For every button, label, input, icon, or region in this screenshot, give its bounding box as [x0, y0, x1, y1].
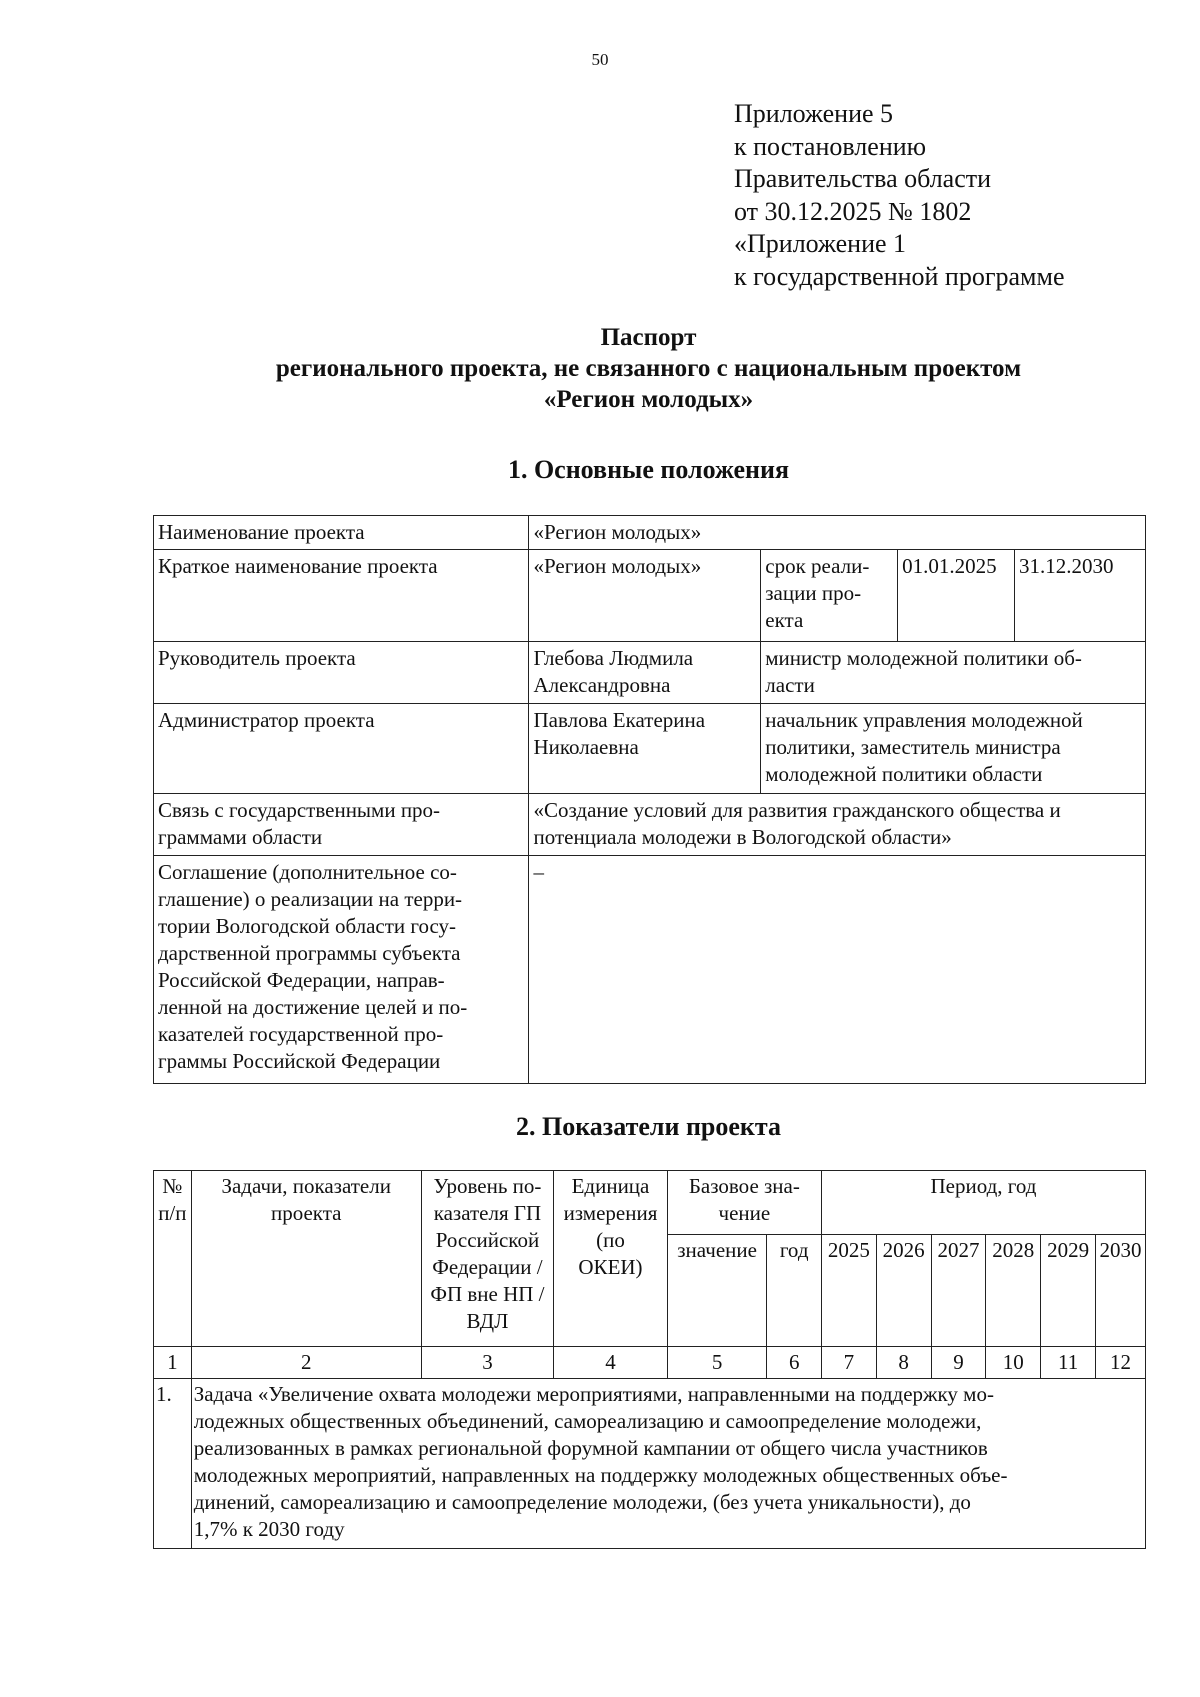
cell-head-position: министр молодежной политики об- ласти	[761, 642, 1146, 704]
appendix-line: Правительства области	[734, 164, 992, 193]
header-year: 2025	[821, 1235, 876, 1347]
indicators-table	[153, 1170, 1146, 1549]
header-year: 2030	[1096, 1235, 1146, 1347]
column-number: 3	[421, 1347, 553, 1379]
column-number: 8	[876, 1347, 931, 1379]
column-number: 6	[767, 1347, 822, 1379]
header-base-value: значение	[667, 1235, 767, 1347]
header-year: 2029	[1041, 1235, 1096, 1347]
header-base: Базовое зна- чение	[667, 1171, 821, 1235]
document-title	[0, 322, 1200, 415]
cell-term-end: 31.12.2030	[1015, 550, 1146, 642]
cell-name-value: «Регион молодых»	[529, 516, 1146, 550]
title-line: регионального проекта, не связанного с национальным проектом	[275, 355, 1022, 382]
section2-heading: 2. Показатели проекта	[515, 1112, 781, 1141]
task-row-num: 1.	[154, 1379, 192, 1549]
cell-agreement-value: –	[529, 856, 1146, 1084]
appendix-line: «Приложение 1	[734, 229, 907, 258]
cell-link-label: Связь с государственными про- граммами области	[154, 794, 529, 856]
cell-name-label: Наименование проекта	[154, 516, 529, 550]
column-number: 4	[554, 1347, 668, 1379]
cell-admin-name: Павлова Екатерина Николаевна	[529, 704, 761, 794]
task-row-text: Задача «Увеличение охвата молодежи мероприятиями, направленными на поддержку мо- лодежных общественных объединений, самореализацию и самоопределение молодежи, реализованных в рамках региональной форумной кампании от общего числа участников молодежных мероприятий, направленных на поддержку молодежных общественных объе- динений, самореализацию и самоопределение молодежи, (без учета уникальности), до 1,7% к 2030 году	[191, 1379, 1145, 1549]
column-number: 9	[931, 1347, 986, 1379]
header-year: 2026	[876, 1235, 931, 1347]
page-number: 50	[591, 50, 609, 69]
cell-head-label: Руководитель проекта	[154, 642, 529, 704]
appendix-line: Приложение 5	[734, 99, 894, 128]
cell-term-label: срок реали- зации про- екта	[761, 550, 898, 642]
title-line: «Регион молодых»	[543, 386, 754, 413]
column-number: 5	[667, 1347, 767, 1379]
header-tasks: Задачи, показатели проекта	[191, 1171, 421, 1347]
cell-short-value: «Регион молодых»	[529, 550, 761, 642]
title-line: Паспорт	[600, 324, 697, 351]
appendix-line: к государственной программе	[734, 261, 1065, 291]
cell-agreement-label: Соглашение (дополнительное со- глашение) о реализации на терри- тории Вологодской области госу- дарственной программы субъекта Российской Федерации, направ- ленной на достижение целей и по- казателей государственной про- граммы Российской Федерации	[154, 856, 529, 1084]
section1-heading: 1. Основные положения	[507, 455, 790, 484]
column-number: 1	[154, 1347, 192, 1379]
cell-link-value: «Создание условий для развития гражданского общества и потенциала молодежи в Вологодской области»	[529, 794, 1146, 856]
header-unit: Единица измерения (по ОКЕИ)	[554, 1171, 668, 1347]
header-year: 2028	[986, 1235, 1041, 1347]
header-period: Период, год	[821, 1171, 1145, 1235]
column-number: 7	[821, 1347, 876, 1379]
header-year: 2027	[931, 1235, 986, 1347]
column-number: 10	[986, 1347, 1041, 1379]
cell-admin-label: Администратор проекта	[154, 704, 529, 794]
cell-term-start: 01.01.2025	[898, 550, 1015, 642]
cell-admin-position: начальник управления молодежной политики, заместитель министра молодежной политики области	[761, 704, 1146, 794]
appendix-line: к постановлению	[734, 131, 927, 161]
column-number: 11	[1041, 1347, 1096, 1379]
cell-head-name: Глебова Людмила Александровна	[529, 642, 761, 704]
column-number: 2	[191, 1347, 421, 1379]
header-num: № п/п	[154, 1171, 192, 1347]
cell-short-label: Краткое наименование проекта	[154, 550, 529, 642]
column-number: 12	[1096, 1347, 1146, 1379]
header-level: Уровень по- казателя ГП Российской Федерации / ФП вне НП / ВДЛ	[421, 1171, 553, 1347]
appendix-block	[734, 98, 1065, 293]
header-base-year: год	[767, 1235, 822, 1347]
main-provisions-table	[153, 515, 1146, 1084]
appendix-line: от 30.12.2025 № 1802	[734, 196, 972, 226]
